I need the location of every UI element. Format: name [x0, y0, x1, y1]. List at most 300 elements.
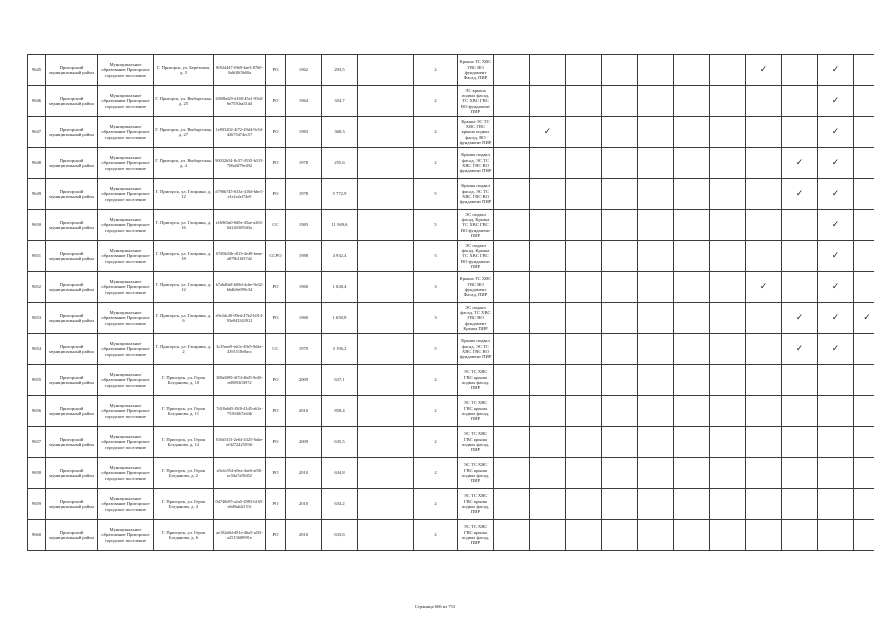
ownership-cell: РО: [266, 86, 286, 117]
table-row: [28, 489, 874, 520]
empty-check-cell: [710, 303, 746, 334]
empty-check-cell: [854, 489, 874, 520]
empty-check-cell: [782, 86, 818, 117]
year-built-cell: 1983: [286, 117, 322, 148]
area-cell: 1 638,4: [322, 272, 358, 303]
empty-check-cell: [602, 365, 638, 396]
address-cell: Г. Пригорск, ул. Гагарина, д. 12: [154, 272, 214, 303]
year-built-cell: 1960: [286, 272, 322, 303]
empty-check-cell: [674, 272, 710, 303]
empty-check-cell: [746, 520, 782, 551]
empty-check-cell: [566, 272, 602, 303]
works-cell: ЭС подвал фасад, Крыша ТС ХВС ГВС ВО фундамент ПИР: [458, 210, 494, 241]
empty-check-cell: [566, 334, 602, 365]
year-built-cell: 2009: [286, 365, 322, 396]
area-cell: 3 196,2: [322, 334, 358, 365]
empty-check-cell: [854, 427, 874, 458]
year-built-cell: 1979: [286, 334, 322, 365]
empty-check-cell: [854, 520, 874, 551]
floors-cell: 3: [414, 272, 458, 303]
empty-check-cell: [746, 179, 782, 210]
empty-check-cell: [710, 55, 746, 86]
year-built-cell: 2010: [286, 458, 322, 489]
empty-check-cell: [710, 427, 746, 458]
empty-cell: [358, 427, 414, 458]
works-cell: Крыша ТС ХВС ГВС ВО фундамент Фасад, ПИР: [458, 272, 494, 303]
ownership-cell: РО: [266, 272, 286, 303]
empty-check-cell: [782, 427, 818, 458]
empty-check-cell: [530, 365, 566, 396]
empty-check-cell: [602, 427, 638, 458]
floors-cell: 2: [414, 427, 458, 458]
table-row: [28, 148, 874, 179]
address-cell: Г. Пригорск, ул. Гагарина, д. 6: [154, 303, 214, 334]
empty-check-cell: [530, 86, 566, 117]
empty-cell: [358, 55, 414, 86]
settlement-cell: Муниципальное образование Пригорское городское поселение: [98, 489, 154, 520]
empty-check-cell: [746, 365, 782, 396]
empty-cell: [358, 334, 414, 365]
row-number: 9654: [28, 334, 46, 365]
empty-check-cell: [638, 520, 674, 551]
ownership-cell: РО: [266, 365, 286, 396]
table-row: [28, 520, 874, 551]
works-cell: ЭС ТС ХВС ГВС крыша подвал фасад, ПИР: [458, 520, 494, 551]
address-cell: Г. Пригорск, ул. Выборгская, д. 4: [154, 148, 214, 179]
empty-check-cell: [674, 55, 710, 86]
house-id-cell: 3c35eee9-eb1e-49e5-8d4e-4391518e8acc: [214, 334, 266, 365]
district-cell: Пригорский муниципальный район: [46, 334, 98, 365]
house-id-cell: 1e903202-4f72-49d4-9c54-42675d74ec57: [214, 117, 266, 148]
empty-cell: [358, 489, 414, 520]
ownership-cell: РО: [266, 396, 286, 427]
settlement-cell: Муниципальное образование Пригорское городское поселение: [98, 179, 154, 210]
address-cell: Г. Пригорск, ул. Героя Богданова, д. 6: [154, 520, 214, 551]
floors-cell: 2: [414, 365, 458, 396]
empty-check-cell: [710, 458, 746, 489]
table-row: [28, 86, 874, 117]
empty-check-cell: [530, 520, 566, 551]
empty-cell: [358, 396, 414, 427]
empty-check-cell: [710, 117, 746, 148]
empty-check-cell: [674, 117, 710, 148]
empty-check-cell: [674, 489, 710, 520]
year-built-cell: 1978: [286, 179, 322, 210]
area-cell: 635,5: [322, 427, 358, 458]
checkmark-icon: ✓: [782, 179, 818, 210]
checkmark-icon: ✓: [818, 303, 854, 334]
empty-check-cell: [494, 458, 530, 489]
settlement-cell: Муниципальное образование Пригорское городское поселение: [98, 458, 154, 489]
empty-check-cell: [602, 303, 638, 334]
settlement-cell: Муниципальное образование Пригорское городское поселение: [98, 55, 154, 86]
ownership-cell: РО: [266, 427, 286, 458]
empty-check-cell: [494, 520, 530, 551]
empty-check-cell: [818, 427, 854, 458]
district-cell: Пригорский муниципальный район: [46, 520, 98, 551]
works-cell: Крыша подвал фасад, ЭС ТС ХВС ГВС ВО фундамент ПИР: [458, 179, 494, 210]
empty-check-cell: [566, 365, 602, 396]
empty-check-cell: [674, 520, 710, 551]
empty-check-cell: [674, 334, 710, 365]
floors-cell: 2: [414, 520, 458, 551]
address-cell: Г. Пригорск, ул. Гагарина, д. 12: [154, 179, 214, 210]
address-cell: Г. Пригорск, ул. Героя Богданова, д. 2: [154, 458, 214, 489]
district-cell: Пригорский муниципальный район: [46, 117, 98, 148]
empty-check-cell: [854, 210, 874, 241]
area-cell: 11 949,6: [322, 210, 358, 241]
empty-check-cell: [638, 334, 674, 365]
settlement-cell: Муниципальное образование Пригорское городское поселение: [98, 365, 154, 396]
settlement-cell: Муниципальное образование Пригорское городское поселение: [98, 148, 154, 179]
empty-check-cell: [746, 148, 782, 179]
checkmark-icon: ✓: [818, 272, 854, 303]
housing-register-table: [27, 54, 874, 551]
area-cell: 633,6: [322, 520, 358, 551]
empty-check-cell: [710, 272, 746, 303]
ownership-cell: РО: [266, 303, 286, 334]
table-row: [28, 241, 874, 272]
empty-check-cell: [782, 396, 818, 427]
settlement-cell: Муниципальное образование Пригорское городское поселение: [98, 520, 154, 551]
district-cell: Пригорский муниципальный район: [46, 303, 98, 334]
empty-check-cell: [782, 365, 818, 396]
district-cell: Пригорский муниципальный район: [46, 489, 98, 520]
district-cell: Пригорский муниципальный район: [46, 396, 98, 427]
empty-check-cell: [710, 210, 746, 241]
empty-check-cell: [638, 396, 674, 427]
empty-check-cell: [710, 86, 746, 117]
empty-check-cell: [530, 334, 566, 365]
empty-check-cell: [746, 210, 782, 241]
checkmark-icon: ✓: [530, 117, 566, 148]
floors-cell: 2: [414, 117, 458, 148]
empty-check-cell: [566, 148, 602, 179]
empty-check-cell: [782, 55, 818, 86]
house-id-cell: b7a6d0a8-b00d-4cbe-9e32-b6db8e099c34: [214, 272, 266, 303]
empty-check-cell: [674, 303, 710, 334]
empty-check-cell: [674, 179, 710, 210]
floors-cell: 2: [414, 148, 458, 179]
empty-cell: [358, 210, 414, 241]
checkmark-icon: ✓: [746, 272, 782, 303]
empty-check-cell: [602, 458, 638, 489]
table-row: [28, 55, 874, 86]
row-number: 9652: [28, 272, 46, 303]
house-id-cell: d790b745-633a-410d-bbe1-e1e1a2ef74e9: [214, 179, 266, 210]
empty-cell: [358, 148, 414, 179]
empty-check-cell: [602, 148, 638, 179]
works-cell: Крыша подвал фасад, ЭС ТС ХВС ГВС ВО фундамент ПИР: [458, 148, 494, 179]
empty-check-cell: [566, 489, 602, 520]
empty-check-cell: [530, 458, 566, 489]
empty-check-cell: [854, 458, 874, 489]
empty-check-cell: [638, 117, 674, 148]
empty-check-cell: [674, 365, 710, 396]
house-id-cell: 6569bd29-d168-45e1-95df-6e7550aa31d4: [214, 86, 266, 117]
area-cell: 634,8: [322, 458, 358, 489]
row-number: 9645: [28, 55, 46, 86]
row-number: 9646: [28, 86, 46, 117]
empty-check-cell: [638, 148, 674, 179]
empty-check-cell: [566, 179, 602, 210]
settlement-cell: Муниципальное образование Пригорское городское поселение: [98, 396, 154, 427]
empty-check-cell: [494, 210, 530, 241]
ownership-cell: РО: [266, 55, 286, 86]
empty-check-cell: [530, 272, 566, 303]
address-cell: Г. Пригорск, ул. Выборгская, д. 25: [154, 86, 214, 117]
ownership-cell: ССРО: [266, 241, 286, 272]
empty-check-cell: [530, 396, 566, 427]
empty-check-cell: [710, 179, 746, 210]
checkmark-icon: ✓: [818, 210, 854, 241]
empty-check-cell: [746, 303, 782, 334]
empty-cell: [358, 86, 414, 117]
checkmark-icon: ✓: [782, 303, 818, 334]
row-number: 9659: [28, 489, 46, 520]
row-number: 9653: [28, 303, 46, 334]
district-cell: Пригорский муниципальный район: [46, 241, 98, 272]
area-cell: 354,7: [322, 86, 358, 117]
row-number: 9657: [28, 427, 46, 458]
checkmark-icon: ✓: [818, 148, 854, 179]
empty-check-cell: [530, 179, 566, 210]
table-row: [28, 179, 874, 210]
table-row: [28, 117, 874, 148]
empty-check-cell: [566, 427, 602, 458]
empty-check-cell: [530, 303, 566, 334]
table-row: [28, 396, 874, 427]
empty-check-cell: [782, 210, 818, 241]
empty-check-cell: [602, 117, 638, 148]
empty-check-cell: [674, 396, 710, 427]
ownership-cell: РО: [266, 520, 286, 551]
ownership-cell: РО: [266, 117, 286, 148]
settlement-cell: Муниципальное образование Пригорское городское поселение: [98, 334, 154, 365]
checkmark-icon: ✓: [746, 55, 782, 86]
floors-cell: 2: [414, 396, 458, 427]
table-row: [28, 458, 874, 489]
floors-cell: 2: [414, 86, 458, 117]
ownership-cell: СС: [266, 210, 286, 241]
house-id-cell: a5e4c554-a9ea-4ae6-af56-ec5da7a58d52: [214, 458, 266, 489]
row-number: 9660: [28, 520, 46, 551]
district-cell: Пригорский муниципальный район: [46, 86, 98, 117]
empty-check-cell: [530, 427, 566, 458]
district-cell: Пригорский муниципальный район: [46, 458, 98, 489]
area-cell: 633,2: [322, 489, 358, 520]
table-row: [28, 210, 874, 241]
empty-check-cell: [674, 241, 710, 272]
empty-check-cell: [638, 86, 674, 117]
house-id-cell: 0d748e95-a2a5-4983-b165-e6d9ab2f151f: [214, 489, 266, 520]
settlement-cell: Муниципальное образование Пригорское городское поселение: [98, 117, 154, 148]
house-id-cell: 308a8f99-4f7d-46d5-9e26-ed8093f3f972: [214, 365, 266, 396]
address-cell: Г. Пригорск, ул. Выборгская, д. 27: [154, 117, 214, 148]
ownership-cell: СС: [266, 334, 286, 365]
empty-check-cell: [638, 303, 674, 334]
ownership-cell: РО: [266, 148, 286, 179]
empty-cell: [358, 303, 414, 334]
empty-check-cell: [566, 458, 602, 489]
address-cell: Г. Пригорск, ул. Героя Богданова, д. 11: [154, 396, 214, 427]
empty-check-cell: [566, 303, 602, 334]
year-built-cell: 2009: [286, 427, 322, 458]
area-cell: 4 932,4: [322, 241, 358, 272]
empty-check-cell: [782, 489, 818, 520]
empty-check-cell: [494, 334, 530, 365]
table-body: [28, 55, 874, 551]
row-number: 9648: [28, 148, 46, 179]
area-cell: 1 650,8: [322, 303, 358, 334]
empty-check-cell: [638, 489, 674, 520]
empty-check-cell: [746, 396, 782, 427]
works-cell: ЭС ТС ХВС ГВС крыша подвал фасад, ПИР: [458, 396, 494, 427]
district-cell: Пригорский муниципальный район: [46, 210, 98, 241]
empty-check-cell: [638, 272, 674, 303]
empty-check-cell: [854, 241, 874, 272]
empty-cell: [358, 241, 414, 272]
works-cell: ЭС подвал фасад, ТС ХВС ГВС ВО фундамент Крыша ПИР: [458, 303, 494, 334]
table-row: [28, 334, 874, 365]
empty-check-cell: [530, 241, 566, 272]
empty-check-cell: [566, 520, 602, 551]
floors-cell: 2: [414, 458, 458, 489]
empty-check-cell: [854, 365, 874, 396]
empty-check-cell: [602, 489, 638, 520]
empty-check-cell: [494, 365, 530, 396]
row-number: 9650: [28, 210, 46, 241]
empty-check-cell: [746, 117, 782, 148]
area-cell: 255,6: [322, 148, 358, 179]
checkmark-icon: ✓: [818, 86, 854, 117]
empty-cell: [358, 272, 414, 303]
house-id-cell: 7d18a6d5-f5f8-41d5-a61e-75394f67a64b: [214, 396, 266, 427]
address-cell: Г. Пригорск, ул. Гагарина, д. 16: [154, 210, 214, 241]
row-number: 9658: [28, 458, 46, 489]
table-row: [28, 365, 874, 396]
works-cell: ЭС ТС ХВС ГВС крыша подвал фасад, ПИР: [458, 427, 494, 458]
empty-check-cell: [638, 210, 674, 241]
empty-check-cell: [602, 86, 638, 117]
empty-check-cell: [818, 520, 854, 551]
row-number: 9656: [28, 396, 46, 427]
empty-check-cell: [566, 55, 602, 86]
ownership-cell: РО: [266, 179, 286, 210]
checkmark-icon: ✓: [818, 334, 854, 365]
empty-check-cell: [566, 396, 602, 427]
row-number: 9647: [28, 117, 46, 148]
table-row: [28, 303, 874, 334]
settlement-cell: Муниципальное образование Пригорское городское поселение: [98, 427, 154, 458]
floors-cell: 5: [414, 210, 458, 241]
area-cell: 5 772,9: [322, 179, 358, 210]
empty-check-cell: [602, 334, 638, 365]
checkmark-icon: ✓: [854, 303, 874, 334]
works-cell: Крыша ТС ХВС ГВС ВО фундамент Фасад, ПИР: [458, 55, 494, 86]
row-number: 9649: [28, 179, 46, 210]
ownership-cell: РО: [266, 489, 286, 520]
empty-check-cell: [746, 489, 782, 520]
area-cell: 637,1: [322, 365, 358, 396]
house-id-cell: 8f924447-f9b9-4ae3-87b0-9a6ff0f3b00a: [214, 55, 266, 86]
checkmark-icon: ✓: [818, 179, 854, 210]
year-built-cell: 2010: [286, 489, 322, 520]
empty-check-cell: [602, 272, 638, 303]
empty-check-cell: [566, 117, 602, 148]
empty-check-cell: [710, 520, 746, 551]
empty-check-cell: [638, 458, 674, 489]
settlement-cell: Муниципальное образование Пригорское городское поселение: [98, 272, 154, 303]
empty-check-cell: [638, 365, 674, 396]
empty-check-cell: [494, 489, 530, 520]
settlement-cell: Муниципальное образование Пригорское городское поселение: [98, 303, 154, 334]
works-cell: ЭС ТС ХВС ГВС крыша подвал фасад, ПИР: [458, 458, 494, 489]
floors-cell: 5: [414, 241, 458, 272]
settlement-cell: Муниципальное образование Пригорское городское поселение: [98, 241, 154, 272]
empty-check-cell: [638, 55, 674, 86]
empty-check-cell: [494, 241, 530, 272]
empty-check-cell: [710, 148, 746, 179]
works-cell: ЭС подвал фасад, Крыша ТС ХВС ГВС ВО фундамент ПИР: [458, 241, 494, 272]
empty-check-cell: [494, 272, 530, 303]
empty-check-cell: [602, 179, 638, 210]
checkmark-icon: ✓: [782, 148, 818, 179]
floors-cell: 3: [414, 303, 458, 334]
floors-cell: 5: [414, 179, 458, 210]
floors-cell: 2: [414, 55, 458, 86]
empty-check-cell: [782, 520, 818, 551]
area-cell: 858,4: [322, 396, 358, 427]
works-cell: Крыша ЭС ТС ХВС ГВС крыша подвал фасад, ВО фундамент ПИР: [458, 117, 494, 148]
empty-check-cell: [782, 458, 818, 489]
empty-check-cell: [854, 148, 874, 179]
empty-check-cell: [674, 458, 710, 489]
empty-check-cell: [494, 303, 530, 334]
empty-check-cell: [854, 179, 874, 210]
empty-cell: [358, 117, 414, 148]
empty-check-cell: [494, 427, 530, 458]
checkmark-icon: ✓: [818, 241, 854, 272]
empty-check-cell: [602, 396, 638, 427]
empty-check-cell: [530, 148, 566, 179]
works-cell: ЭС ТС ХВС ГВС крыша подвал фасад, ПИР: [458, 365, 494, 396]
year-built-cell: 1978: [286, 148, 322, 179]
page-number: Страница 606 из 753: [414, 604, 456, 609]
empty-check-cell: [710, 365, 746, 396]
empty-check-cell: [854, 396, 874, 427]
year-built-cell: 2010: [286, 396, 322, 427]
empty-check-cell: [674, 86, 710, 117]
works-cell: Крыша подвал фасад, ЭС ТС ХВС ГВС ВО фундамент ПИР: [458, 334, 494, 365]
address-cell: Г. Пригорск, ул. Гагарина, д. 18: [154, 241, 214, 272]
empty-check-cell: [602, 210, 638, 241]
district-cell: Пригорский муниципальный район: [46, 427, 98, 458]
empty-check-cell: [854, 55, 874, 86]
area-cell: 293,5: [322, 55, 358, 86]
empty-check-cell: [782, 241, 818, 272]
checkmark-icon: ✓: [818, 117, 854, 148]
year-built-cell: 1988: [286, 241, 322, 272]
empty-check-cell: [566, 241, 602, 272]
empty-check-cell: [494, 396, 530, 427]
address-cell: Г. Пригорск, ул. Гагарина, д. 2: [154, 334, 214, 365]
district-cell: Пригорский муниципальный район: [46, 365, 98, 396]
empty-check-cell: [818, 489, 854, 520]
table-row: [28, 272, 874, 303]
row-number: 9651: [28, 241, 46, 272]
empty-check-cell: [746, 427, 782, 458]
